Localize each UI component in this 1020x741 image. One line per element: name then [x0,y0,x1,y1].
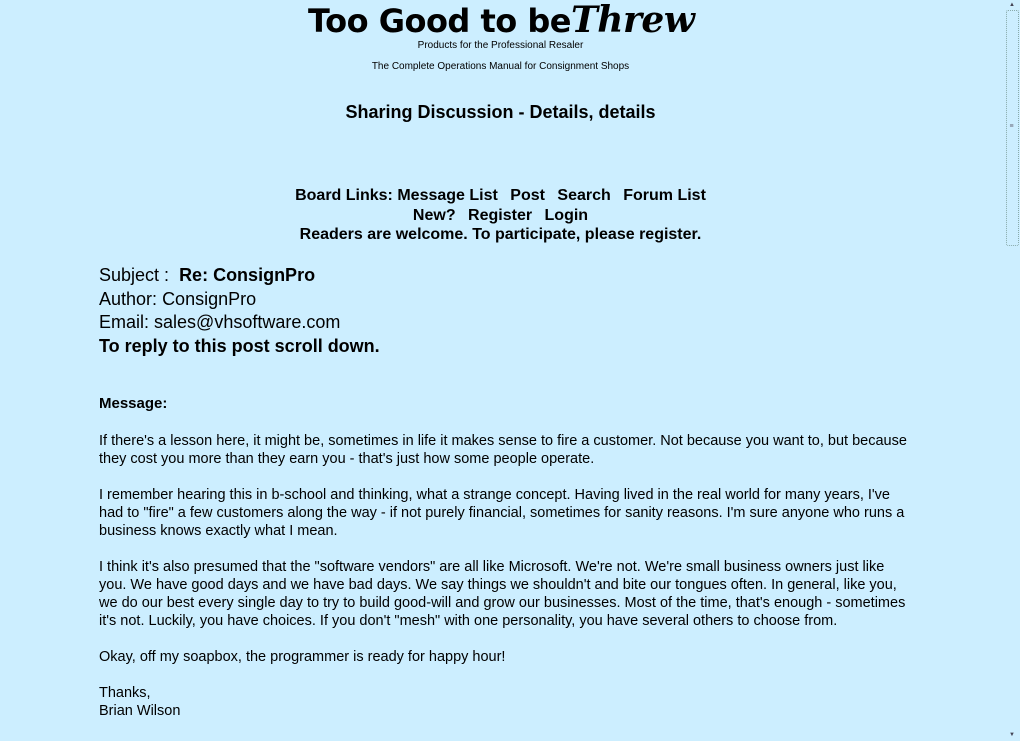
register-notice: Readers are welcome. To participate, please register. [299,226,702,243]
signoff: Thanks, [99,685,151,701]
message-paragraph: I think it's also presumed that the "software vendors" are all like Microsoft. We're not. We're small business owners just like you. We have good days and we have bad days. We say things we shouldn't and bite our tongues often. In general, like you, we do our best every single day to try to build good-will and grow our businesses. Most of the time, that's enough - sometimes it's not. Luckily, you have choices. If you don't "mesh" with one personality, you have several others to choose from. [99,559,906,629]
board-links-row-1 [0,186,1001,206]
message-paragraph: Okay, off my soapbox, the programmer is ready for happy hour! [99,649,506,665]
register-link[interactable]: Register [468,206,533,224]
forum-list-link[interactable]: Forum List [623,187,706,204]
signature: Brian Wilson [99,703,181,719]
message-body [99,432,909,720]
author-row [99,288,380,312]
email-label: Email: [99,312,150,332]
subject-row [99,264,380,288]
scroll-up-arrow-icon[interactable]: ▲ [1009,2,1015,8]
scroll-down-arrow-icon[interactable]: ▼ [1009,732,1015,738]
new-link[interactable]: New? [412,206,456,224]
message-list-link[interactable]: Message List [397,187,498,204]
message-label: Message: [99,395,168,412]
logo-text: Too Good to be [308,2,571,40]
subject-value: Re: ConsignPro [179,265,316,285]
search-link[interactable]: Search [557,187,611,204]
login-link[interactable]: Login [544,206,589,224]
scroll-grip-icon: ≡ [1009,123,1014,130]
message-paragraph: I remember hearing this in b-school and thinking, what a strange concept. Having lived in the real world for many years, I've had to "fire" a few customers along the way - if not purely financial, sometimes for sanity reasons. I'm sure anyone who runs a business knows exactly what I mean. [99,487,905,539]
subject-label: Subject : [99,265,170,285]
post-link[interactable]: Post [510,187,545,204]
board-links [0,186,1001,245]
tagline-manual: The Complete Operations Manual for Consignment Shops [371,61,630,72]
site-logo[interactable] [308,0,700,40]
logo-script-text: Threw [571,0,695,41]
page-title: Sharing Discussion - Details, details [345,102,656,122]
board-links-label: Board Links: [295,187,393,204]
reply-hint: To reply to this post scroll down. [99,335,380,356]
email-link[interactable]: sales@vhsoftware.com [154,312,341,332]
author-value: ConsignPro [162,288,257,309]
board-links-row-2 [0,206,1001,226]
tagline-products: Products for the Professional Resaler [417,40,584,51]
author-label: Author: [99,288,158,309]
post-meta [99,264,380,358]
email-row [99,311,380,335]
message-paragraph: If there's a lesson here, it might be, sometimes in life it makes sense to fire a customer. Not because you want to, but because they cost you more than they earn you - that's just how some people operate. [99,433,907,467]
vertical-scrollbar[interactable] [1004,0,1020,741]
